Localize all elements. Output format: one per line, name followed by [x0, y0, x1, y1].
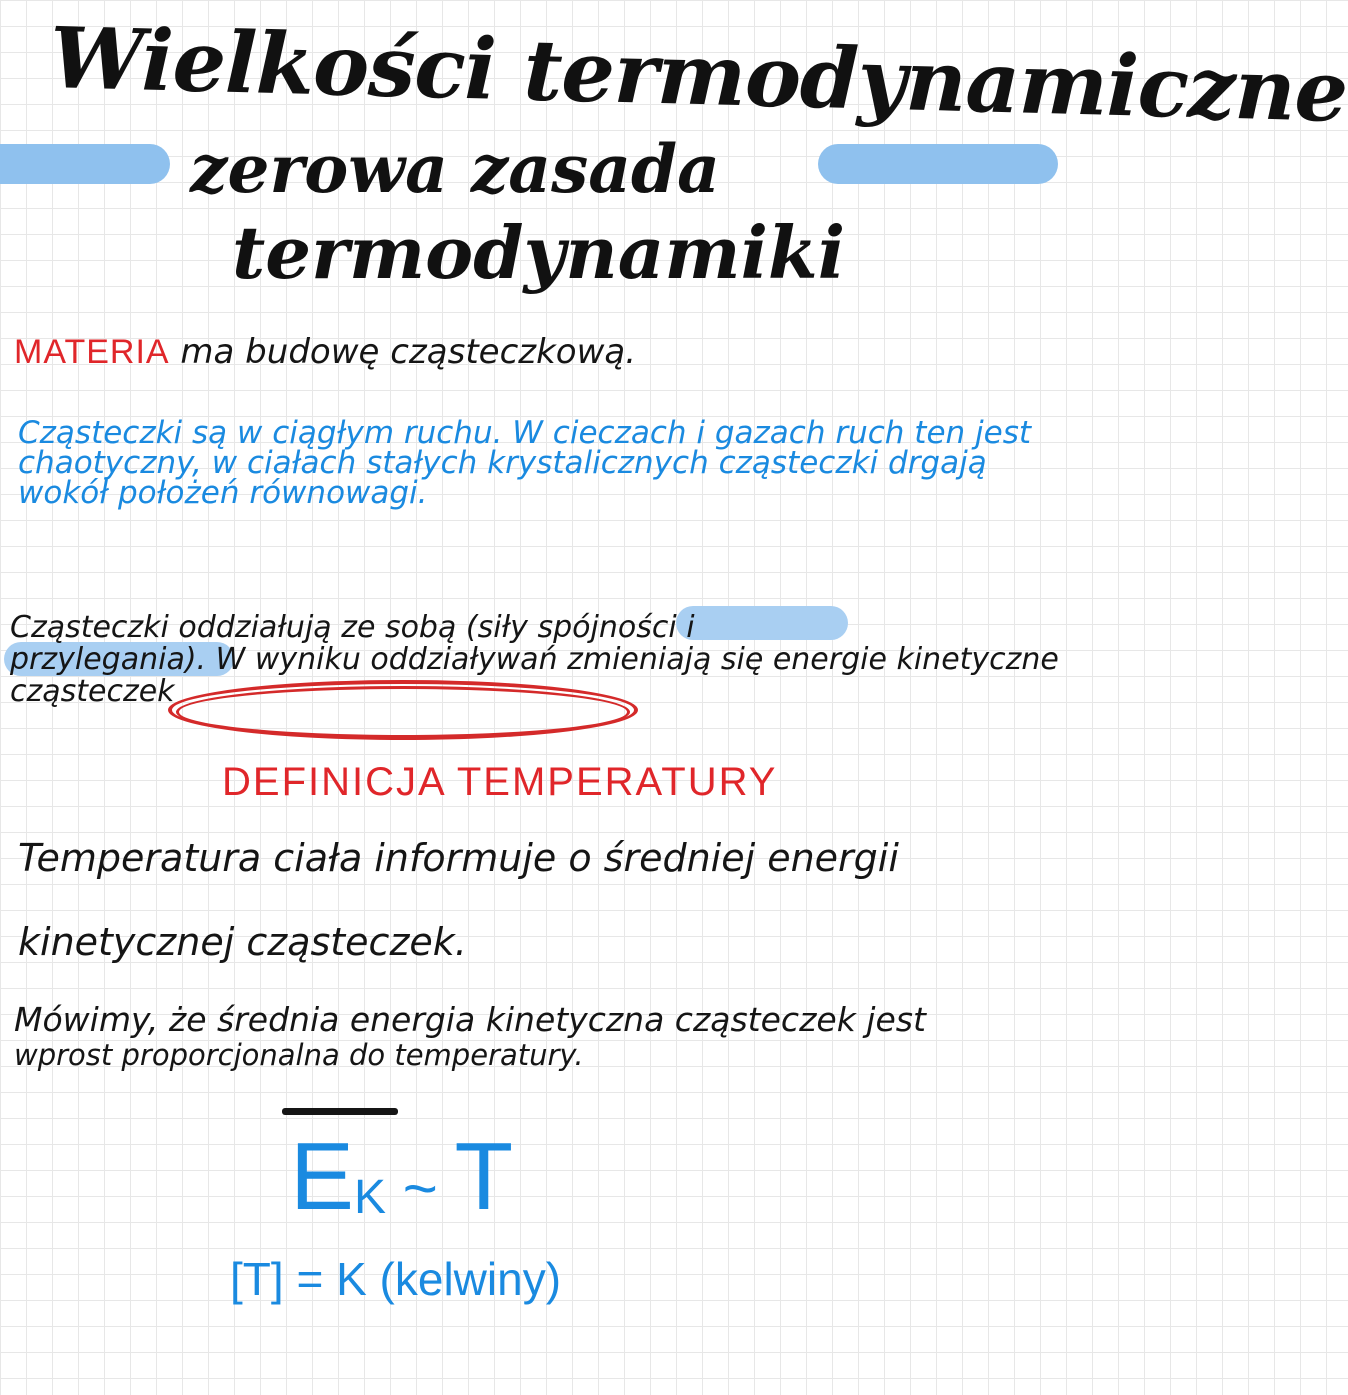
para2-part3: W wyniku oddziaływań zmieniają się energie: [206, 642, 897, 677]
proportionality-statement-line1: Mówimy, że średnia energia kinetyczna cząsteczek jest: [14, 1000, 926, 1039]
formula-tilde: ~: [386, 1155, 455, 1222]
particles-motion-paragraph: Cząsteczki są w ciągłym ruchu. W cieczach i gazach ruch ten jest chaotyczny, w ciałach stałych krystalicznych cząsteczki drgają wokół położeń równowagi.: [18, 415, 1032, 511]
para2-part2: i: [676, 610, 695, 645]
temperature-definition-line1: Temperatura ciała informuje o średniej energii: [18, 836, 899, 880]
para2-part1: Cząsteczki oddziałują ze sobą (siły: [10, 610, 538, 645]
temperature-definition-line2: kinetycznej cząsteczek.: [18, 920, 467, 964]
formula-e: E: [290, 1123, 355, 1230]
materia-rest: ma budowę cząsteczkową.: [180, 332, 637, 372]
page-title: Wielkości termodynamiczne: [48, 8, 1348, 141]
red-circle-mark-second-stroke: [176, 686, 630, 738]
title-highlight-band-right: [818, 144, 1058, 184]
przylegania-term: przylegania).: [10, 642, 207, 677]
formula-ek-proportional-t: [290, 1122, 513, 1232]
materia-keyword: MATERIA: [14, 333, 170, 371]
spojnosci-term: spójności: [537, 610, 677, 645]
formula-t: T: [454, 1123, 514, 1230]
title-highlight-band-left: [0, 144, 170, 184]
temperature-unit: [T] = K (kelwiny): [230, 1253, 562, 1305]
proportionality-statement-line2: wprost proporcjonalna do temperatury.: [14, 1038, 584, 1072]
page-subtitle-line2: termodynamiki: [232, 210, 846, 295]
formula-subscript-k: K: [354, 1171, 387, 1224]
definition-heading: DEFINICJA TEMPERATURY: [222, 760, 778, 804]
mean-overline: [282, 1108, 398, 1115]
page-subtitle-line1: zerowa zasada: [190, 130, 720, 208]
materia-sentence: [14, 332, 636, 372]
circled-term: kinetyczne cząsteczek: [10, 642, 1059, 709]
